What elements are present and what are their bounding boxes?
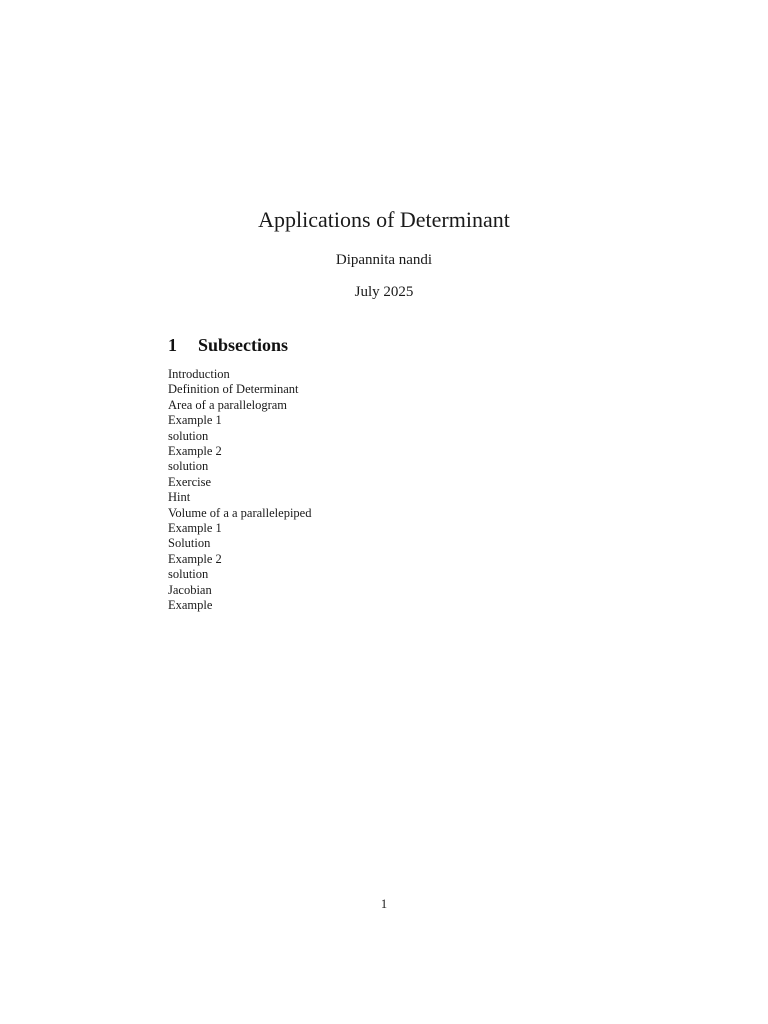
list-item: Solution bbox=[168, 536, 211, 551]
list-item: Example 2 bbox=[168, 551, 222, 566]
list-item: Volume of a a parallelepiped bbox=[168, 505, 312, 520]
document-title: Applications of Determinant bbox=[258, 207, 510, 232]
document-date: July 2025 bbox=[354, 284, 414, 300]
section-number: 1 bbox=[168, 335, 177, 355]
page-number: 1 bbox=[380, 897, 388, 911]
list-item: Example 2 bbox=[168, 444, 222, 459]
subsection-list bbox=[168, 367, 311, 614]
list-item: Area of a parallelogram bbox=[168, 397, 288, 412]
section-title: Subsections bbox=[198, 335, 289, 355]
list-item: solution bbox=[168, 459, 209, 474]
section-heading bbox=[168, 333, 288, 357]
list-item: Jacobian bbox=[168, 582, 212, 597]
document-author: Dipannita nandi bbox=[335, 252, 433, 268]
list-item: solution bbox=[168, 428, 209, 443]
list-item: Example 1 bbox=[168, 521, 222, 536]
list-item: Exercise bbox=[168, 474, 212, 489]
list-item: solution bbox=[168, 567, 209, 582]
list-item: Example 1 bbox=[168, 413, 222, 428]
list-item: Hint bbox=[168, 490, 191, 505]
list-item: Introduction bbox=[168, 367, 230, 381]
list-item: Example bbox=[168, 598, 213, 613]
list-item: Definition of Determinant bbox=[168, 382, 299, 397]
